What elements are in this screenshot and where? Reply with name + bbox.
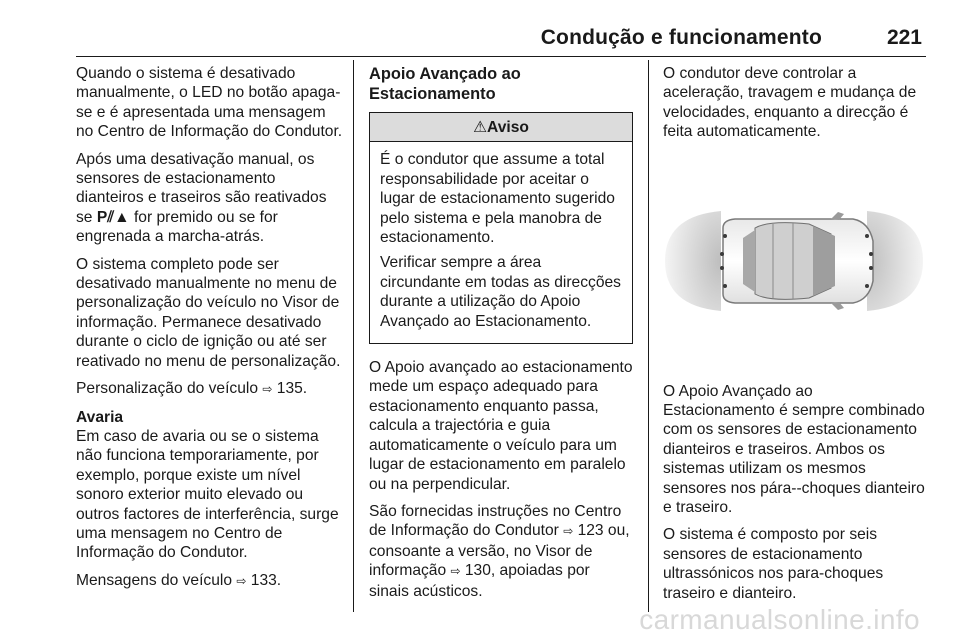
watermark: carmanualsonline.info bbox=[639, 604, 920, 635]
cross-reference-page: 135. bbox=[272, 380, 308, 398]
section-heading: Apoio Avançado ao Estacionamento bbox=[369, 65, 521, 103]
cross-reference-text: Personalização do veículo bbox=[76, 380, 263, 398]
cross-reference bbox=[76, 379, 344, 399]
warning-box bbox=[369, 112, 633, 344]
column-divider-2 bbox=[648, 60, 649, 612]
paragraph bbox=[369, 502, 633, 601]
warning-paragraph: É o condutor que assume a total responsabilidade por aceitar o lugar de estacionamento sugerido pelo sistema e pela manobra de estacionamento. bbox=[380, 151, 615, 247]
cross-reference-text: Mensagens do veículo bbox=[76, 571, 237, 589]
parking-button-icon: P⫽▲ bbox=[96, 208, 130, 226]
paragraph: O condutor deve controlar a aceleração, travagem e mudança de velocidades, enquanto a direcção é feita automaticamente. bbox=[663, 65, 917, 141]
column-2 bbox=[369, 64, 633, 609]
paragraph: O sistema completo pode ser desativado manualmente no menu de personalização do veículo no Visor de informação. Permanece desativado durante o ciclo de ignição ou até ser reativado no menu de personalização. bbox=[76, 255, 341, 370]
arrow-right-icon: ⇨ bbox=[262, 382, 273, 397]
arrow-right-icon: ⇨ bbox=[450, 564, 461, 579]
paragraph bbox=[76, 150, 344, 247]
car-top-view-icon bbox=[723, 212, 873, 310]
paragraph-text: São fornecidas instruções no Centro de Informação do Condutor bbox=[369, 502, 622, 540]
column-3 bbox=[663, 64, 928, 611]
front-sensor-zone bbox=[867, 211, 923, 311]
paragraph-text: 123 ou, consoante a versão, no Visor de informação bbox=[369, 522, 630, 580]
column-1 bbox=[76, 64, 344, 599]
rear-sensor-zone bbox=[665, 211, 721, 311]
warning-icon: ⚠ bbox=[473, 119, 488, 136]
cross-reference bbox=[76, 571, 344, 591]
column-divider-1 bbox=[353, 60, 354, 612]
cross-reference-page: 133. bbox=[246, 571, 282, 589]
page-number: 221 bbox=[886, 26, 922, 49]
warning-title: Aviso bbox=[487, 119, 529, 136]
arrow-right-icon: ⇨ bbox=[236, 573, 247, 588]
warning-body bbox=[370, 142, 632, 343]
page-header-title: Condução e funcionamento bbox=[540, 26, 822, 49]
paragraph-text: Após uma desativação manual, os sensores de estacionamento dianteiros e traseiros são reativados se bbox=[76, 150, 327, 226]
paragraph-text: for premido ou se for engrenada a marcha-atrás. bbox=[76, 208, 278, 246]
paragraph: O sistema é composto por seis sensores de estacionamento ultrassónicos nos para-choques traseiro e dianteiro. bbox=[663, 526, 884, 602]
header-rule bbox=[76, 56, 926, 57]
paragraph: O Apoio avançado ao estacionamento mede um espaço adequado para estacionamento enquanto passa, calcula a trajectória e guia automaticamente o veículo para um lugar de estacionamento em paralelo ou na perpendicular. bbox=[369, 359, 633, 493]
paragraph: Quando o sistema é desativado manualmente, o LED no botão apaga-se e é apresentada uma mensagem no Centro de Informação do Condutor. bbox=[76, 65, 343, 141]
paragraph: O Apoio Avançado ao Estacionamento é sempre combinado com os sensores de estacionamento dianteiros e traseiros. Ambos os sistemas utilizam os mesmos sensores nos pára--choques dianteiro e traseiro. bbox=[663, 382, 925, 517]
warning-header bbox=[370, 113, 632, 142]
parking-sensor-illustration bbox=[663, 156, 925, 366]
paragraph: Em caso de avaria ou se o sistema não funciona temporariamente, por exemplo, porque existe um nível sonoro exterior muito elevado ou outros factores de interferência, surge uma mensagem no Centro de Informação do Condutor. bbox=[76, 427, 339, 562]
paragraph-text: 130, apoiadas por sinais acústicos. bbox=[369, 562, 590, 600]
section-heading-avaria: Avaria bbox=[76, 408, 124, 426]
warning-paragraph: Verificar sempre a área circundante em todas as direcções durante a utilização do Apoio Avançado ao Estacionamento. bbox=[380, 254, 621, 330]
arrow-right-icon: ⇨ bbox=[563, 524, 574, 539]
